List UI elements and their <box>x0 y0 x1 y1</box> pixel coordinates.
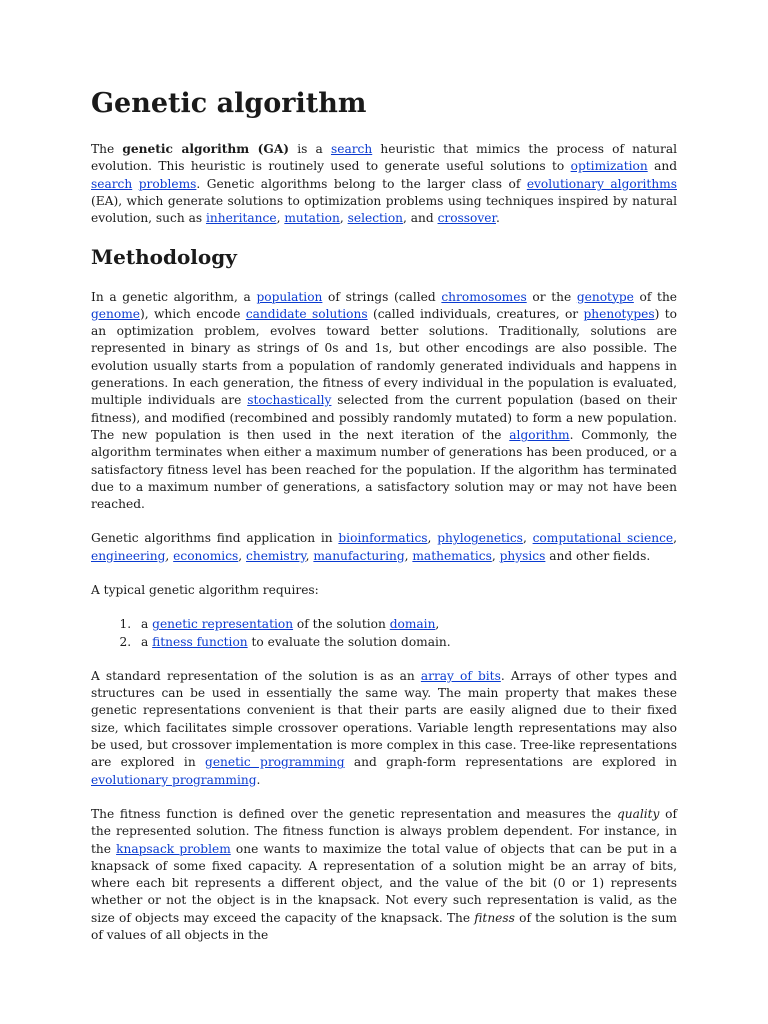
link-knapsack-problem[interactable]: knapsack problem <box>116 841 231 856</box>
link-phenotypes[interactable]: phenotypes <box>583 306 655 321</box>
link-fitness-function[interactable]: fitness function <box>152 634 248 649</box>
link-manufacturing[interactable]: manufacturing <box>313 548 405 563</box>
link-crossover[interactable]: crossover <box>437 211 496 226</box>
link-chemistry[interactable]: chemistry <box>246 548 306 563</box>
link-domain[interactable]: domain <box>389 617 436 632</box>
link-genetic-representation[interactable]: genetic representation <box>152 617 294 632</box>
fitness-paragraph: The fitness function is defined over the genetic representation and measures the quality of the represented solution. The fitness function is always problem dependent. For instance, in the knapsack problem one wants to maximize the total value of objects that can be put in a knapsack of some fixed capacity. A representation of a solution might be an array of bits, where each bit represents a different object, and the value of the bit (0 or 1) represents whether or not the object is in the knapsack. Not every such representation is valid, as the size of objects may exceed the capacity of the knapsack. The fitness of the solution is the sum of values of all objects in the <box>91 806 677 943</box>
link-array-of-bits[interactable]: array of bits <box>420 668 501 683</box>
link-mathematics[interactable]: mathematics <box>412 548 492 563</box>
intro-paragraph: The genetic algorithm (GA) is a search heuristic that mimics the process of natural evolution. This heuristic is routinely used to generate useful solutions to optimization and search problems. Genetic algorithms belong to the larger class of evolutionary algorithms (EA), which generate solutions to optimization problems using techniques inspired by natural evolution, such as inheritance, mutation, selection, and crossover. <box>91 142 677 226</box>
link-candidate-solutions[interactable]: candidate solutions <box>245 306 368 321</box>
link-selection[interactable]: selection <box>347 211 404 226</box>
link-bioinformatics[interactable]: bioinformatics <box>338 531 428 546</box>
link-search[interactable]: search <box>330 142 373 157</box>
section-heading-methodology: Methodology <box>91 244 237 269</box>
link-chromosomes[interactable]: chromosomes <box>441 289 527 304</box>
link-stochastically[interactable]: stochastically <box>247 393 332 408</box>
requirements-list <box>91 616 677 651</box>
applications-paragraph: Genetic algorithms find application in bioinformatics, phylogenetics, computational science, engineering, economics, chemistry, manufacturing, mathematics, physics and other fields. <box>91 531 678 563</box>
list-item: 1. a genetic representation of the solution domain, <box>135 616 677 633</box>
term-bold: genetic algorithm (GA) <box>122 142 290 157</box>
link-search-2[interactable]: search <box>91 176 133 191</box>
link-mutation[interactable]: mutation <box>284 211 340 226</box>
link-economics[interactable]: economics <box>173 548 239 563</box>
term-quality: quality <box>616 806 660 821</box>
link-genotype[interactable]: genotype <box>576 289 634 304</box>
representation-paragraph: A standard representation of the solution is as an array of bits. Arrays of other types and structures can be used in essentially the same way. The main property that makes these genetic representations convenient is that their parts are easily aligned due to their fixed size, which facilitates simple crossover operations. Variable length representations may also be used, but crossover implementation is more complex in this case. Tree-like representations are explored in genetic programming and graph-form representations are explored in evolutionary programming. <box>91 668 677 787</box>
page-title: Genetic algorithm <box>91 88 367 119</box>
document-page <box>91 88 677 961</box>
methodology-paragraph: In a genetic algorithm, a population of strings (called chromosomes or the genotype of the genome), which encode candidate solutions (called individuals, creatures, or phenotypes) to an optimization problem, evolves toward better solutions. Traditionally, solutions are represented in binary as strings of 0s and 1s, but other encodings are also possible. The evolution usually starts from a population of randomly generated individuals and happens in generations. In each generation, the fitness of every individual in the population is evaluated, multiple individuals are stochastically selected from the current population (based on their fitness), and modified (recombined and possibly randomly mutated) to form a new population. The new population is then used in the next iteration of the algorithm. Commonly, the algorithm terminates when either a maximum number of generations has been produced, or a satisfactory fitness level has been reached for the population. If the algorithm has terminated due to a maximum number of generations, a satisfactory solution may or may not have been reached. <box>91 289 678 512</box>
link-genome[interactable]: genome <box>91 306 140 321</box>
link-inheritance[interactable]: inheritance <box>205 211 277 226</box>
link-physics[interactable]: physics <box>499 548 546 563</box>
link-algorithm[interactable]: algorithm <box>509 427 570 442</box>
list-item: 2. a fitness function to evaluate the solution domain. <box>135 634 677 651</box>
link-phylogenetics[interactable]: phylogenetics <box>437 531 523 546</box>
term-fitness: fitness <box>474 910 515 925</box>
link-computational-science[interactable]: computational science <box>532 531 674 546</box>
link-genetic-programming[interactable]: genetic programming <box>205 755 345 770</box>
link-problems[interactable]: problems <box>138 176 197 191</box>
link-population[interactable]: population <box>256 289 323 304</box>
link-evolutionary-programming[interactable]: evolutionary programming <box>91 772 257 787</box>
link-optimization[interactable]: optimization <box>570 159 648 174</box>
link-engineering[interactable]: engineering <box>91 548 166 563</box>
link-evolutionary-algorithms[interactable]: evolutionary algorithms <box>526 176 677 191</box>
requirements-intro: A typical genetic algorithm requires: <box>91 582 319 597</box>
